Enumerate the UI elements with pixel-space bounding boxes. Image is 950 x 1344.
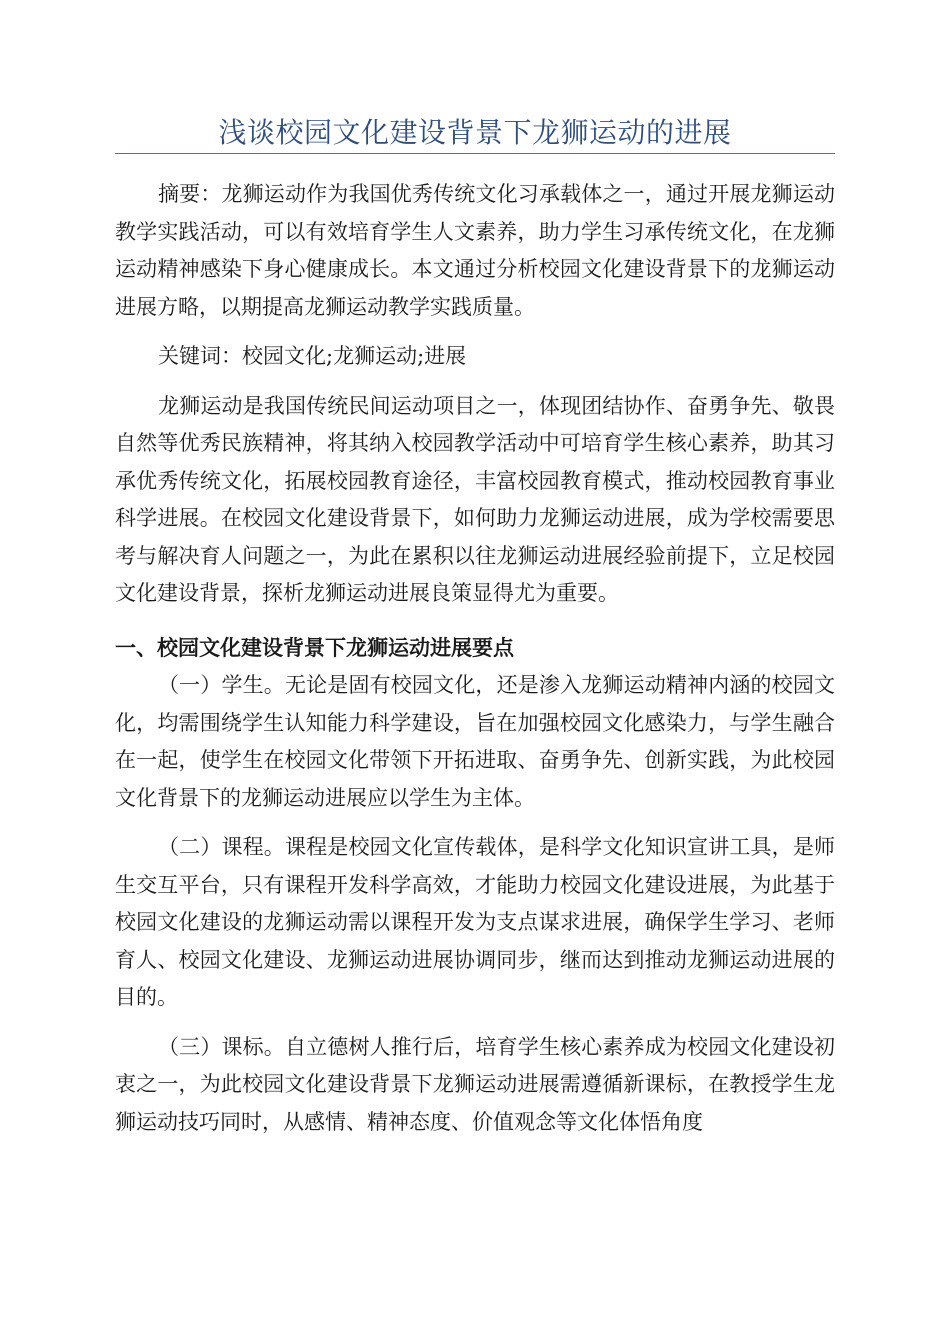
point-students-paragraph: （一）学生。无论是固有校园文化，还是渗入龙狮运动精神内涵的校园文化，均需围绕学生认知能力科学建设，旨在加强校园文化感染力，与学生融合在一起，使学生在校园文化带领下开拓进取、奋勇争先、创新实践，为此校园文化背景下的龙狮运动进展应以学生为主体。 <box>115 673 835 810</box>
document-body <box>115 176 835 1141</box>
point-curriculum-paragraph: （二）课程。课程是校园文化宣传载体，是科学文化知识宣讲工具，是师生交互平台，只有课程开发科学高效，才能助力校园文化建设进展，为此基于校园文化建设的龙狮运动需以课程开发为支点谋求进展，确保学生学习、老师育人、校园文化建设、龙狮运动进展协调同步，继而达到推动龙狮运动进展的目的。 <box>115 835 835 1009</box>
section-heading: 一、校园文化建设背景下龙狮运动进展要点 <box>115 635 514 660</box>
intro-paragraph: 龙狮运动是我国传统民间运动项目之一，体现团结协作、奋勇争先、敬畏自然等优秀民族精神，将其纳入校园教学活动中可培育学生核心素养，助其习承优秀传统文化，拓展校园教育途径，丰富校园教育模式，推动校园教育事业科学进展。在校园文化建设背景下，如何助力龙狮运动进展，成为学校需要思考与解决育人问题之一，为此在累积以往龙狮运动进展经验前提下，立足校园文化建设背景，探析龙狮运动进展良策显得尤为重要。 <box>115 393 835 605</box>
point-standards-paragraph: （三）课标。自立德树人推行后，培育学生核心素养成为校园文化建设初衷之一，为此校园文化建设背景下龙狮运动进展需遵循新课标，在教授学生龙狮运动技巧同时，从感情、精神态度、价值观念等文化体悟角度 <box>115 1034 835 1134</box>
title-underline <box>115 153 835 154</box>
abstract-paragraph: 摘要：龙狮运动作为我国优秀传统文化习承载体之一，通过开展龙狮运动教学实践活动，可以有效培育学生人文素养，助力学生习承传统文化，在龙狮运动精神感染下身心健康成长。本文通过分析校园文化建设背景下的龙狮运动进展方略，以期提高龙狮运动教学实践质量。 <box>115 182 835 319</box>
keywords-paragraph: 关键词：校园文化;龙狮运动;进展 <box>158 344 467 368</box>
document-title: 浅谈校园文化建设背景下龙狮运动的进展 <box>218 116 732 149</box>
